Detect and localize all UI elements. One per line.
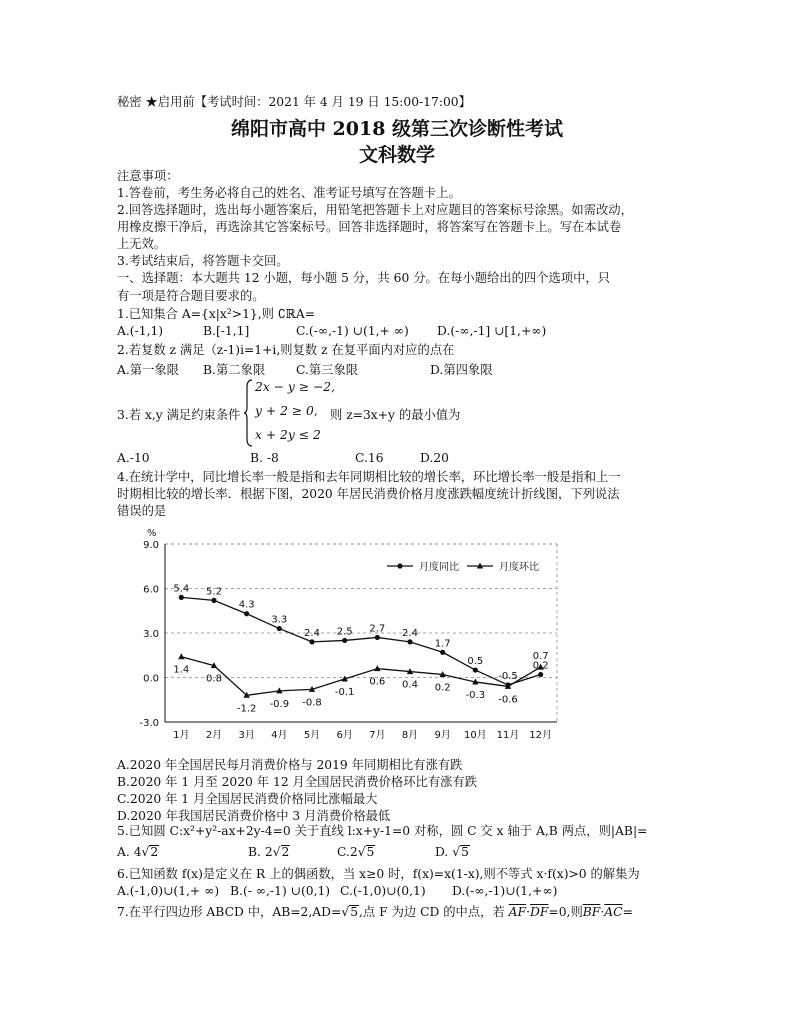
y-tick-label: 6.0 bbox=[143, 584, 159, 596]
series-line bbox=[181, 657, 540, 696]
q7-vector-ac: $\overline{AC}$ bbox=[604, 905, 623, 919]
data-label: 2.4 bbox=[304, 627, 320, 639]
q6-stem: 6.已知函数 f(x)是定义在 R 上的偶函数，当 x≥0 时，f(x)=x(1-x),则不等式 x·f(x)>0 的解集为 bbox=[117, 867, 640, 881]
data-label: -0.5 bbox=[498, 670, 518, 682]
q4-option-a: A.2020 年全国居民每月消费价格与 2019 年同期相比有涨有跌 bbox=[117, 758, 463, 772]
q6-option-d: D.(-∞,-1)∪(1,+∞) bbox=[452, 884, 558, 898]
x-tick-label: 3月 bbox=[238, 730, 255, 741]
data-label: 5.4 bbox=[173, 583, 190, 595]
data-label: 2.5 bbox=[336, 626, 353, 638]
q7-stem-a: 7.在平行四边形 ABCD 中，AB=2,AD= bbox=[117, 905, 342, 919]
notes-item: 用橡皮擦干净后，再选涂其它答案标号。回答非选择题时，将答案写在答题卡上。写在本试卷 bbox=[117, 220, 622, 234]
x-tick-label: 1月 bbox=[173, 730, 190, 741]
q5-option-b: B. 2√2 bbox=[248, 845, 290, 859]
q7-vector-df: $\overline{DF}$ bbox=[530, 905, 549, 919]
q2-option-a: A.第一象限 bbox=[117, 363, 179, 377]
secret-line: 秘密 ★启用前【考试时间：2021 年 4 月 19 日 15:00-17:00】 bbox=[117, 95, 471, 109]
q4-option-b: B.2020 年 1 月至 2020 年 12 月全国居民消费价格环比有涨有跌 bbox=[117, 775, 478, 789]
q6-option-c: C.(-1,0)∪(0,1) bbox=[340, 884, 426, 898]
q2-stem: 2.若复数 z 满足（z-1)i=1+i,则复数 z 在复平面内对应的点在 bbox=[117, 343, 455, 357]
q7-stem-b: ,点 F 为边 CD 的中点，若 bbox=[359, 905, 505, 919]
q3-option-c: C.16 bbox=[355, 451, 384, 465]
notes-item: 上无效。 bbox=[117, 237, 167, 251]
q5-option-b-radicand: 2 bbox=[281, 845, 290, 859]
data-point bbox=[375, 635, 380, 640]
q7-radicand: 5 bbox=[350, 905, 359, 919]
data-point bbox=[178, 653, 184, 659]
q1-option-d: D.(-∞,-1] ∪[1,+∞) bbox=[437, 324, 547, 338]
data-label: -1.2 bbox=[236, 703, 257, 715]
x-tick-label: 4月 bbox=[271, 730, 288, 741]
y-tick-label: 9.0 bbox=[143, 540, 159, 551]
data-point bbox=[538, 672, 543, 677]
legend-label: 月度同比 bbox=[419, 562, 459, 573]
data-label: -0.1 bbox=[334, 686, 355, 698]
q4-stem-line: 时期相比较的增长率．根据下图，2020 年居民消费价格月度涨跌幅度统计折线图，下列说法 bbox=[117, 487, 620, 501]
data-label: 0.2 bbox=[532, 660, 549, 672]
data-label: 0.5 bbox=[467, 656, 484, 668]
notes-item: 2.回答选择题时，选出每小题答案后，用铅笔把答题卡上对应题目的答案标号涂黑。如需改动， bbox=[117, 203, 633, 217]
q3-prefix: 3.若 x,y 满足约束条件 bbox=[117, 408, 241, 422]
q6-option-b: B.(- ∞,-1) ∪(0,1) bbox=[230, 884, 331, 898]
chart-y-unit: % bbox=[147, 528, 157, 539]
data-label: 0.2 bbox=[434, 682, 451, 694]
x-tick-label: 2月 bbox=[205, 730, 223, 741]
data-point bbox=[244, 611, 249, 616]
data-point bbox=[440, 650, 445, 655]
cpi-line-chart bbox=[117, 522, 567, 754]
q1-option-c: C.(-∞,-1) ∪(1,+ ∞) bbox=[296, 324, 409, 338]
y-tick-label: 3.0 bbox=[143, 629, 159, 640]
x-tick-label: 5月 bbox=[303, 730, 321, 741]
x-tick-label: 8月 bbox=[401, 730, 419, 741]
q3-constraint: x + 2y ≤ 2 bbox=[255, 428, 321, 442]
q3-suffix: 则 z=3x+y 的最小值为 bbox=[330, 408, 461, 422]
data-point bbox=[374, 665, 380, 671]
q3-option-d: D.20 bbox=[420, 451, 449, 465]
exam-subtitle: 文科数学 bbox=[358, 144, 435, 166]
q5-option-a-radicand: 2 bbox=[150, 845, 159, 859]
section1-line2: 有一项是符合题目要求的。 bbox=[117, 289, 265, 303]
q3-option-b: B. -8 bbox=[250, 451, 279, 465]
q3-option-a: A.-10 bbox=[117, 451, 150, 465]
data-label: 2.7 bbox=[369, 623, 386, 635]
brace-icon bbox=[244, 379, 254, 447]
q5-option-d-prefix: D. bbox=[435, 845, 453, 859]
x-tick-label: 9月 bbox=[434, 730, 451, 741]
data-label: -0.9 bbox=[269, 698, 290, 710]
q5-option-d-radicand: 5 bbox=[461, 845, 469, 859]
q5-stem: 5.已知圆 C:x²+y²-ax+2y-4=0 关于直线 l:x+y-1=0 对称，圆 C 交 x 轴于 A,B 两点，则|AB|= bbox=[117, 824, 648, 838]
q7-vector-af: $\overline{AF}$ bbox=[508, 905, 527, 919]
notes-item: 1.答卷前，考生务必将自己的姓名、准考证号填写在答题卡上。 bbox=[117, 186, 461, 200]
data-label: -0.6 bbox=[498, 694, 518, 706]
data-point bbox=[473, 667, 478, 672]
q4-stem-line: 4.在统计学中，同比增长率一般是指和去年同期相比较的增长率，环比增长率一般是指和上一 bbox=[117, 470, 621, 484]
data-label: 0.7 bbox=[532, 651, 549, 663]
data-label: 3.3 bbox=[271, 614, 288, 626]
q7-mid: =0,则 bbox=[548, 905, 583, 919]
data-point bbox=[309, 639, 314, 644]
q5-option-b-prefix: B. 2 bbox=[248, 845, 273, 859]
q2-option-b: B.第二象限 bbox=[203, 363, 266, 377]
data-label: 0.8 bbox=[206, 673, 222, 685]
exam-title: 绵阳市高中 2018 级第三次诊断性考试 bbox=[230, 118, 564, 140]
legend-label: 月度环比 bbox=[499, 562, 539, 573]
q5-option-c-prefix: C.2 bbox=[337, 845, 358, 859]
q5-option-c: C.2√5 bbox=[337, 845, 375, 859]
data-label: 0.6 bbox=[369, 676, 386, 688]
series-line bbox=[181, 597, 540, 685]
q2-option-c: C.第三象限 bbox=[296, 363, 359, 377]
data-label: 1.7 bbox=[434, 638, 451, 650]
q1-option-a: A.(-1,1) bbox=[117, 324, 164, 338]
q7-stem: 7.在平行四边形 ABCD 中，AB=2,AD=√5,点 F 为边 CD 的中点，若 $\overline{AF}\cdot\overline{DF}=0$,则$\overline{BF}\cdot\overline{AC}=$ bbox=[117, 905, 633, 919]
section1-line1: 一、选择题：本大题共 12 小题，每小题 5 分，共 60 分。在每小题给出的四个选项中，只 bbox=[117, 271, 610, 285]
q5-option-a-prefix: A. 4 bbox=[117, 845, 142, 859]
data-point bbox=[342, 638, 347, 643]
q1-stem: 1.已知集合 A={x|x²>1},则 ∁ℝA= bbox=[117, 307, 316, 321]
data-label: -0.3 bbox=[465, 689, 486, 701]
q7-end: = bbox=[622, 905, 633, 919]
x-tick-label: 12月 bbox=[529, 730, 553, 741]
x-tick-label: 7月 bbox=[369, 730, 386, 741]
q4-option-c: C.2020 年 1 月全国居民消费价格同比涨幅最大 bbox=[117, 792, 378, 806]
q5-option-a: A. 4√2 bbox=[117, 845, 159, 859]
data-point bbox=[179, 595, 184, 600]
x-tick-label: 11月 bbox=[496, 730, 520, 741]
data-point bbox=[407, 639, 412, 644]
q3-constraint: y + 2 ≥ 0, bbox=[255, 404, 318, 418]
data-label: 2.4 bbox=[402, 627, 418, 639]
y-tick-label: -3.0 bbox=[139, 718, 159, 729]
q5-option-d: D. √5 bbox=[435, 845, 469, 859]
q4-stem-line: 错误的是 bbox=[117, 504, 167, 518]
q3-constraint: 2x − y ≥ −2, bbox=[255, 380, 335, 394]
x-tick-label: 10月 bbox=[463, 730, 487, 741]
data-label: 4.3 bbox=[238, 599, 255, 611]
data-label: 5.2 bbox=[206, 586, 222, 598]
q5-option-c-radicand: 5 bbox=[366, 845, 375, 859]
q2-option-d: D.第四象限 bbox=[430, 363, 493, 377]
data-point bbox=[211, 598, 216, 603]
q7-vector-bf: $\overline{BF}$ bbox=[582, 905, 601, 919]
x-tick-label: 6月 bbox=[336, 730, 353, 741]
y-tick-label: 0.0 bbox=[143, 673, 159, 685]
q6-option-a: A.(-1,0)∪(1,+ ∞) bbox=[117, 884, 220, 898]
q4-option-d: D.2020 年我国居民消费价格中 3 月消费价格最低 bbox=[117, 809, 391, 823]
notes-heading: 注意事项： bbox=[117, 169, 179, 183]
data-label: 1.4 bbox=[173, 664, 190, 676]
data-label: 0.4 bbox=[402, 679, 418, 691]
notes-item: 3.考试结束后，将答题卡交回。 bbox=[117, 254, 289, 268]
data-point bbox=[277, 626, 282, 631]
q1-option-b: B.[-1,1] bbox=[203, 324, 250, 338]
legend-marker bbox=[397, 563, 402, 568]
data-label: -0.8 bbox=[302, 697, 322, 709]
